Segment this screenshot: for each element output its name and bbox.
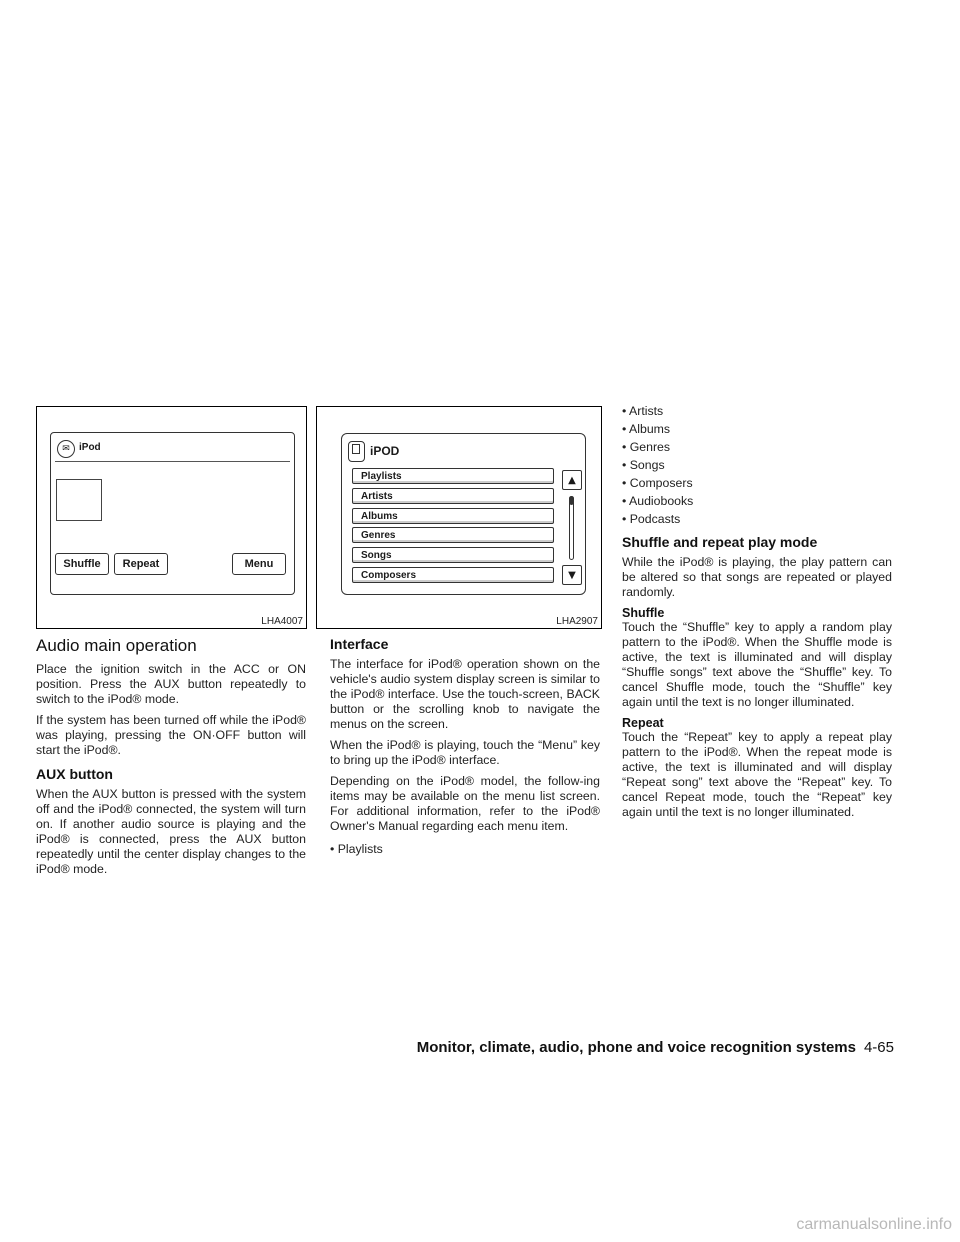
paragraph: When the AUX button is pressed with the system off and the iPod® connected, the system will turn on. If another audio source is playing and the iPod® is connected, press the AUX button repeatedly until the center display changes to the iPod® mode. — [36, 787, 306, 876]
menu-item-playlists[interactable]: Playlists — [352, 468, 554, 484]
paragraph: While the iPod® is playing, the play pattern can be altered so that songs are repeated or played randomly. — [622, 555, 892, 599]
bullet-item: • Albums — [622, 422, 671, 436]
menu-item-songs[interactable]: Songs — [352, 547, 554, 563]
title-divider — [55, 461, 290, 462]
menu-item-albums[interactable]: Albums — [352, 508, 554, 524]
bullet-item: • Genres — [622, 440, 671, 454]
menu-item-artists[interactable]: Artists — [352, 488, 554, 504]
scrollbar-track[interactable] — [569, 496, 574, 560]
menu-item-composers[interactable]: Composers — [352, 567, 554, 583]
bullet-item: • Podcasts — [622, 512, 681, 526]
section-heading: Shuffle and repeat play mode — [622, 534, 818, 550]
album-art — [56, 479, 102, 521]
paragraph: If the system has been turned off while the iPod® was playing, pressing the ON·OFF button will start the iPod®. — [36, 713, 306, 757]
menu-button[interactable]: Menu — [232, 553, 286, 575]
bullet-item: • Audiobooks — [622, 494, 694, 508]
scroll-up-button[interactable]: ▲ — [562, 470, 582, 490]
paragraph: The interface for iPod® operation shown on the vehicle's audio system display screen is similar to the iPod® interface. Use the touch-screen, BACK button or the scrolling knob to navigate the menus on the screen. — [330, 657, 600, 731]
watermark: carmanualsonline.info — [796, 1216, 952, 1233]
subheading: Repeat — [622, 716, 664, 730]
paragraph: Depending on the iPod® model, the follow-ing items may be available on the menu list screen. For additional information, refer to the iPod® Owner's Manual regarding each menu item. — [330, 774, 600, 833]
paragraph: Place the ignition switch in the ACC or ON position. Press the AUX button repeatedly to switch to the iPod® mode. — [36, 662, 306, 706]
paragraph: Touch the “Repeat” key to apply a repeat play pattern to the iPod®. When the repeat mode is active, the text is illuminated and will display “Repeat song” text above the “Repeat” key. To cancel Repeat mode, touch the “Repeat” key again until the text is no longer illuminated. — [622, 730, 892, 819]
display-screen — [50, 432, 295, 595]
column-3 — [622, 402, 892, 826]
section-title: Monitor, climate, audio, phone and voice recognition systems — [416, 1039, 856, 1056]
scroll-down-button[interactable]: ▼ — [562, 565, 582, 585]
bullet-item: • Artists — [622, 404, 664, 418]
paragraph: When the iPod® is playing, touch the “Menu” key to bring up the iPod® interface. — [330, 738, 600, 767]
figure-code: LHA4007 — [261, 616, 303, 627]
bullet-item: • Songs — [622, 458, 665, 472]
section-heading: Audio main operation — [36, 636, 197, 655]
repeat-button[interactable]: Repeat — [114, 553, 168, 575]
ipod-device-icon — [348, 441, 365, 462]
shuffle-button[interactable]: Shuffle — [55, 553, 109, 575]
subheading: AUX button — [36, 766, 113, 782]
paragraph: Touch the “Shuffle” key to apply a random play pattern to the iPod®. When the Shuffle mode is active, the text is illuminated and will display “Shuffle songs” text above the “Shuffle” key. To cancel Shuffle mode, touch the “Shuffle” key again until the text is no longer illuminated. — [622, 620, 892, 709]
screen-title: iPOD — [370, 444, 400, 458]
figure-ipod-main — [36, 406, 307, 629]
subheading: Shuffle — [622, 606, 665, 620]
bullet-item: • Composers — [622, 476, 693, 490]
section-heading: Interface — [330, 636, 389, 652]
column-1 — [36, 636, 306, 883]
column-2 — [330, 636, 600, 858]
scrollbar-thumb[interactable] — [569, 496, 574, 505]
screen-title: iPod — [79, 442, 101, 453]
figure-ipod-interface — [316, 406, 602, 629]
menu-item-genres[interactable]: Genres — [352, 527, 554, 543]
bullet-item: • Playlists — [330, 842, 383, 856]
display-screen — [341, 433, 586, 595]
page-footer — [417, 1039, 894, 1056]
ipod-icon: ✉ — [57, 440, 75, 458]
page-number: 4-65 — [863, 1039, 894, 1056]
figure-code: LHA2907 — [556, 616, 598, 627]
